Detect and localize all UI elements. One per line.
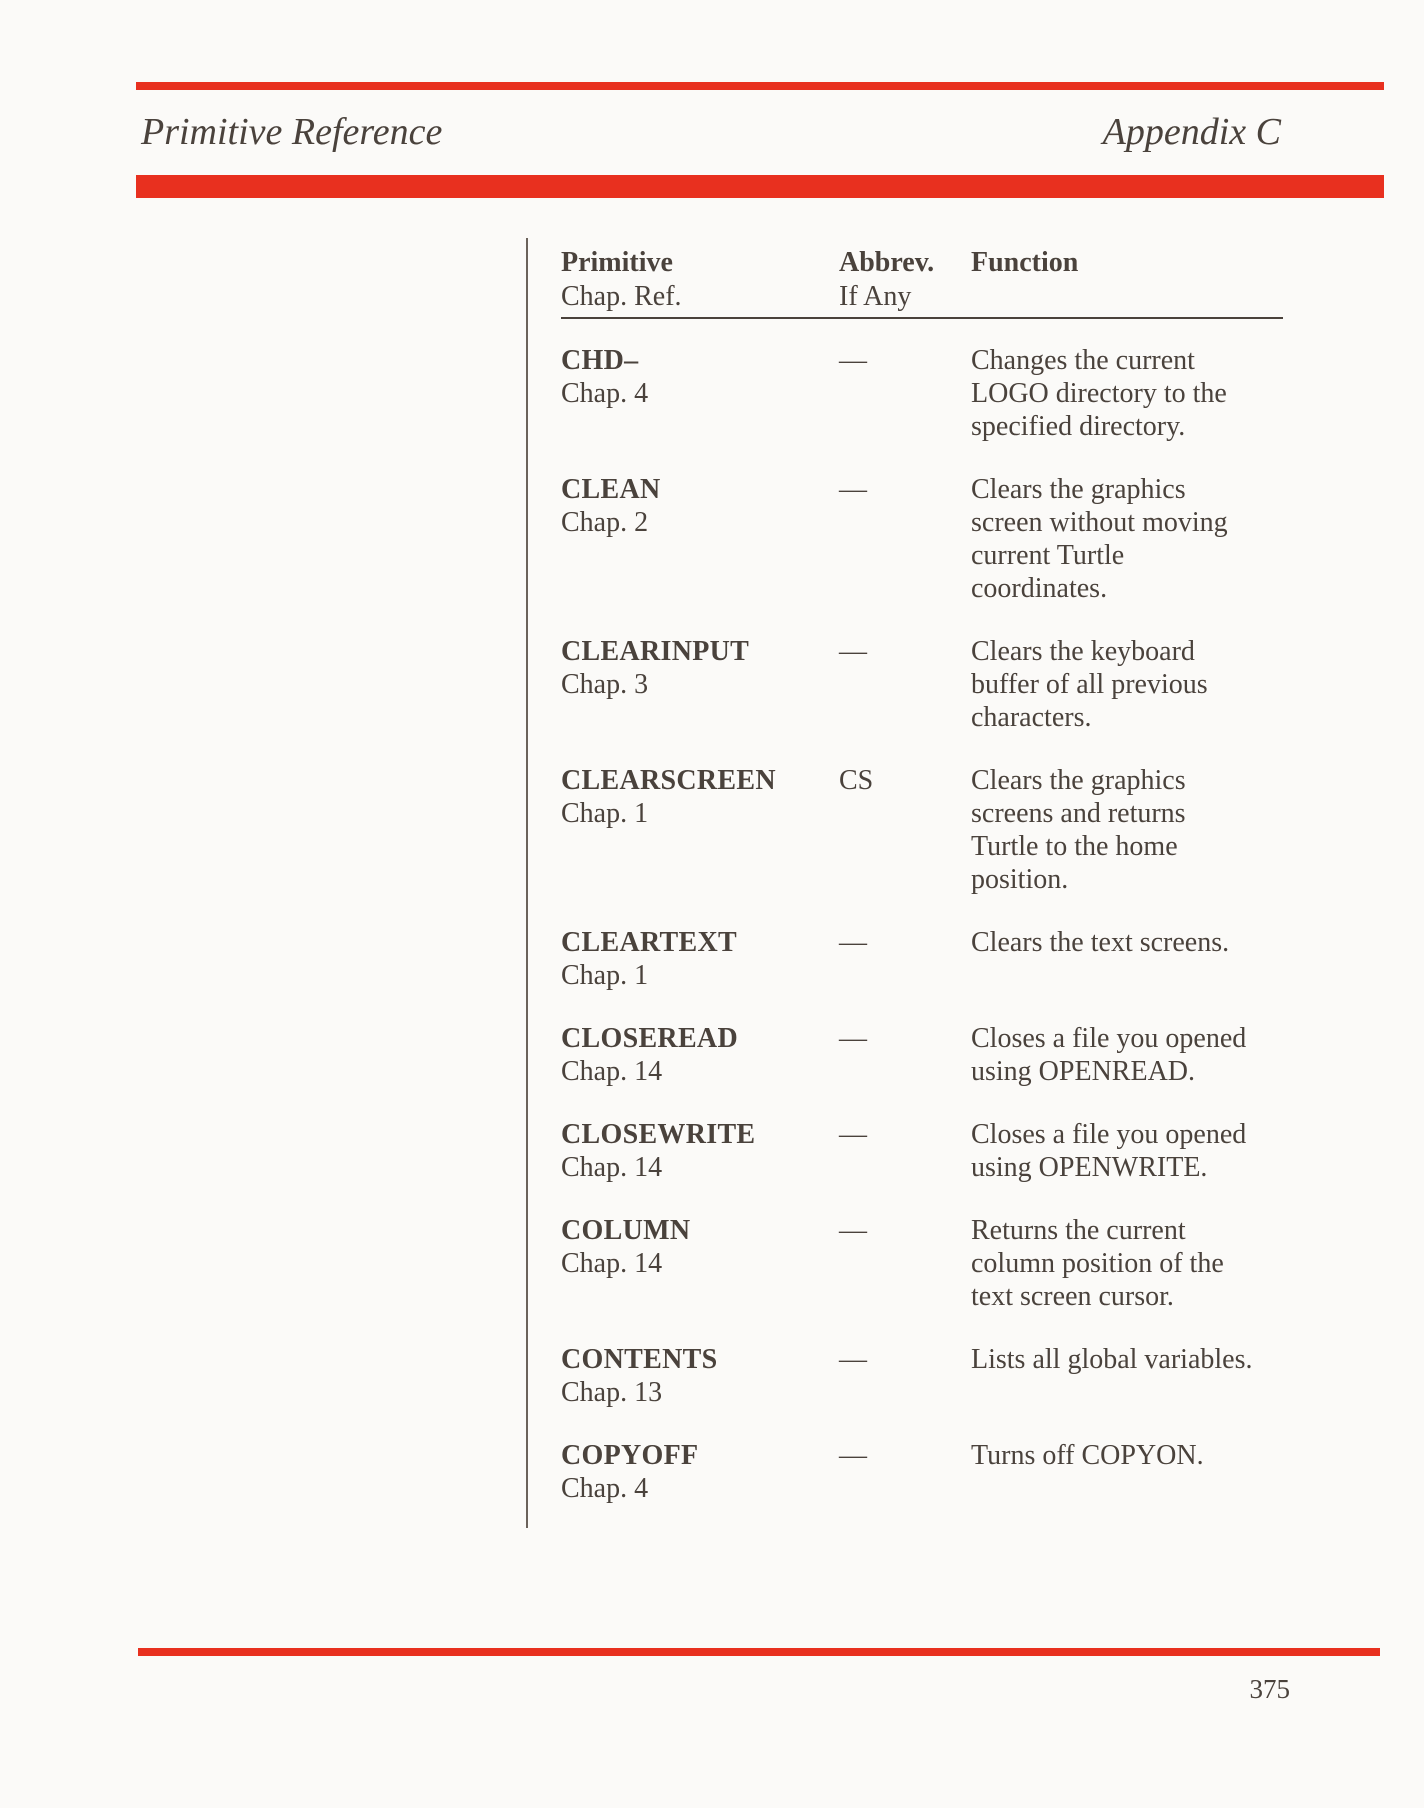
table-body xyxy=(561,344,1291,1505)
chapter-reference: Chap. 3 xyxy=(561,669,649,700)
column-header-primitive xyxy=(561,246,839,314)
chapter-reference: Chap. 1 xyxy=(561,960,649,991)
chapter-reference: Chap. 4 xyxy=(561,1473,649,1504)
primitive-name: COPYOFF xyxy=(561,1440,699,1471)
table-row xyxy=(561,1439,1291,1505)
primitive-name: CLEARSCREEN xyxy=(561,765,776,796)
function-description: Clears the text screens. xyxy=(971,927,1230,958)
chapter-reference: Chap. 14 xyxy=(561,1056,663,1087)
primitive-name: CLOSEWRITE xyxy=(561,1119,756,1150)
chapter-reference: Chap. 1 xyxy=(561,798,649,829)
column-header-abbrev xyxy=(839,246,971,314)
abbreviation: — xyxy=(839,1023,867,1054)
primitive-name: CONTENTS xyxy=(561,1344,718,1375)
chapter-reference: Chap. 13 xyxy=(561,1377,663,1408)
table-row xyxy=(561,473,1291,605)
column-subtitle-if-any: If Any xyxy=(839,281,912,312)
table-row xyxy=(561,1022,1291,1088)
function-description: Changes the current LOGO directory to the specified directory. xyxy=(971,345,1227,442)
chapter-reference: Chap. 2 xyxy=(561,507,649,538)
column-title-primitive: Primitive xyxy=(561,247,673,278)
primitive-name: COLUMN xyxy=(561,1215,691,1246)
abbreviation: CS xyxy=(839,765,874,796)
column-title-function: Function xyxy=(971,247,1079,278)
column-title-abbrev: Abbrev. xyxy=(839,247,935,278)
abbreviation: — xyxy=(839,1344,867,1375)
abbreviation: — xyxy=(839,1215,867,1246)
function-description: Turns off COPYON. xyxy=(971,1440,1204,1471)
abbreviation: — xyxy=(839,474,867,505)
table-row xyxy=(561,1118,1291,1184)
function-description: Closes a file you opened using OPENREAD. xyxy=(971,1023,1247,1087)
running-head-title: Primitive Reference xyxy=(141,111,443,153)
chapter-reference: Chap. 4 xyxy=(561,378,649,409)
table-row xyxy=(561,344,1291,443)
abbreviation: — xyxy=(839,927,867,958)
table-left-vertical-rule xyxy=(526,238,528,1528)
primitive-reference-table xyxy=(561,246,1291,1535)
function-description: Lists all global variables. xyxy=(971,1344,1253,1375)
table-row xyxy=(561,1214,1291,1313)
function-description: Clears the graphics screen without moving current Turtle coordinates. xyxy=(971,474,1228,604)
table-row xyxy=(561,635,1291,734)
primitive-name: CHD– xyxy=(561,345,639,376)
abbreviation: — xyxy=(839,345,867,376)
primitive-name: CLEAN xyxy=(561,474,661,505)
page-number: 375 xyxy=(1249,1674,1290,1704)
abbreviation: — xyxy=(839,636,867,667)
column-header-function xyxy=(971,246,1291,314)
abbreviation: — xyxy=(839,1440,867,1471)
function-description: Clears the graphics screens and returns Turtle to the home position. xyxy=(971,765,1186,895)
table-row xyxy=(561,764,1291,896)
function-description: Clears the keyboard buffer of all previous characters. xyxy=(971,636,1208,733)
top-red-rule xyxy=(136,82,1384,90)
function-description: Closes a file you opened using OPENWRITE. xyxy=(971,1119,1247,1183)
bottom-red-rule xyxy=(138,1648,1380,1656)
table-row xyxy=(561,1343,1291,1409)
primitive-name: CLEARTEXT xyxy=(561,927,737,958)
chapter-reference: Chap. 14 xyxy=(561,1248,663,1279)
table-row xyxy=(561,926,1291,992)
function-description: Returns the current column position of the text screen cursor. xyxy=(971,1215,1224,1312)
running-head-appendix: Appendix C xyxy=(1102,111,1281,153)
primitive-name: CLOSEREAD xyxy=(561,1023,738,1054)
abbreviation: — xyxy=(839,1119,867,1150)
table-header xyxy=(561,246,1291,314)
chapter-reference: Chap. 14 xyxy=(561,1152,663,1183)
column-subtitle-chap-ref: Chap. Ref. xyxy=(561,281,682,312)
primitive-name: CLEARINPUT xyxy=(561,636,750,667)
header-red-band xyxy=(136,175,1384,198)
